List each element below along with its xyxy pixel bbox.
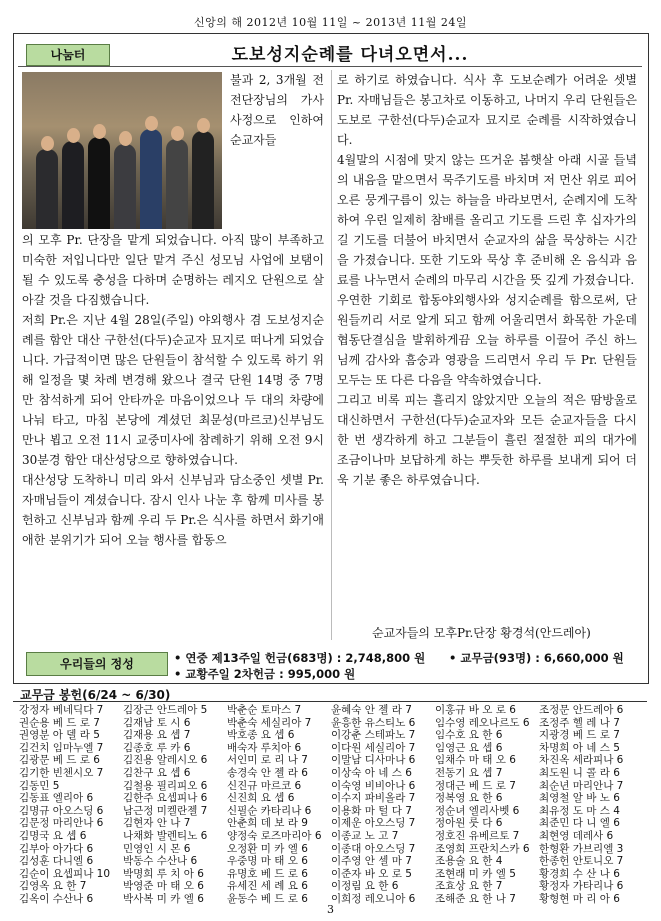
offerings-label: 우리들의 정성	[26, 652, 168, 676]
roster-entry: 박호종 요 셉 6	[227, 729, 295, 742]
roster-entry: 조영희 프란치스카 6	[435, 842, 530, 855]
roster-entry: 이강춘 스테파노 7	[331, 729, 416, 742]
roster-entry: 권영분 아 델 라 5	[19, 729, 100, 742]
paragraph: 의 모후 Pr. 단장을 맡게 되었습니다. 아직 많이 부족하고 미숙한 저입니다만 일단 맡겨 주신 성모님 사업에 보탬이 될 수 있도록 충성을 다하며 순명하는 레지오 단원으로 살아갈 것을 다짐했습니다.	[22, 233, 324, 307]
roster-entry: 양정숙 로즈마리아 6	[227, 829, 322, 842]
roster-entry: 이정림 요 한 6	[331, 880, 399, 893]
roster-entry: 김기한 빈첸시오 7	[19, 766, 104, 779]
roster-entry: 김순이 요셉피나 10	[19, 867, 111, 880]
roster-entry: 이상숙 아 네 스 6	[331, 766, 412, 779]
roster-entry: 한형환 가브리엘 3	[539, 842, 624, 855]
roster-entry: 이종교 노 고 7	[331, 829, 399, 842]
roster-entry: 윤혜숙 안 젤 라 7	[331, 704, 412, 716]
roster-entry: 김현자 안 나 7	[123, 817, 191, 830]
roster-entry: 김성훈 다니엘 6	[19, 855, 94, 868]
roster-entry: 황형현 마 리 아 6	[539, 892, 620, 905]
roster-entry: 김건치 임마누엘 7	[19, 741, 104, 754]
roster-entry: 지광경 베 드 로 7	[539, 729, 620, 742]
roster-entry: 박춘순 토마스 7	[227, 704, 302, 716]
article-column-right	[337, 70, 637, 490]
roster-entry: 최영철 알 바 노 6	[539, 792, 620, 805]
roster-entry: 전동기 요 셉 7	[435, 766, 503, 779]
page-number: 3	[327, 903, 334, 916]
article-column-left	[22, 230, 324, 550]
paragraph: 4월말의 시점에 맞지 않는 뜨거운 봄햇살 아래 시골 들녘의 내음을 맡으면서 묵주기도를 바치며 저 먼산 위로 피어오른 뭉게구름이 있는 하늘을 바라보면서, 순례지에 도착하여 우린 일제히 참배를 올리고 기도를 드린 후 십자가의 길 기도를 더불어 바치면서 순교자의 삶을 묵상하는 시간을 가졌습니다. 또한 기도와 묵상 후 준비해 온 음식과 음료를 나누면서 순례의 마무리 시간을 뜻 깊게 가졌습니다.	[337, 153, 637, 287]
offerings-section	[13, 646, 649, 684]
article-title: 도보성지순례를 다녀오면서...	[231, 45, 469, 65]
roster-entry: 최순년 마리안나 7	[539, 779, 624, 792]
roster-entry: 조정주 헬 레 나 7	[539, 716, 620, 729]
paragraph: 우연한 기회로 합동야외행사와 성지순례를 함으로써, 단원들끼리 서로 알게 되고 함께 어울리면서 화목한 가운데 협동단결심을 발휘하게끔 오늘 하루를 이끌어 주신 하느님께 감사와 흠숭과 영광을 드리면서 우리 두 Pr. 단원들 모두는 또 다른 다음을 약속하였습니다.	[337, 293, 637, 387]
roster-entry: 김동표 엘리아 6	[19, 792, 94, 805]
roster-entry: 김종호 루 카 6	[123, 741, 191, 754]
roster-entry: 김부아 아가다 6	[19, 842, 94, 855]
roster-column	[227, 704, 332, 906]
roster-entry: 임채수 마 태 오 6	[435, 754, 516, 767]
roster-entry: 신진희 요 셉 6	[227, 792, 295, 805]
roster-entry: 박영준 마 태 오 6	[123, 880, 204, 893]
roster-entry: 박사복 미 카 엘 6	[123, 892, 204, 905]
paragraph: 그리고 비록 피는 흘리지 않았지만 오늘의 적은 땀방울로 대신하면서 구한선(다두)순교자와 모든 순교자들을 다시 한 번 생각하게 하고 그분들이 흘린 절절한 피의 대가에 조금이나마 보답하게 하는 뿌듯한 하루를 보내게 되어 더욱 기분 좋은 하루였습니다.	[337, 393, 637, 487]
roster-entry: 정아원 룻 다 6	[435, 817, 503, 830]
roster-entry: 안춘희 데 보 라 9	[227, 817, 308, 830]
roster-entry: 조효상 요 한 7	[435, 880, 503, 893]
roster-entry: 신필순 카타리나 6	[227, 804, 312, 817]
roster-entry: 강정자 베네딕다 7	[19, 704, 104, 716]
roster-entry: 이숙영 비비아나 6	[331, 779, 416, 792]
roster-entry: 최현영 데레사 6	[539, 829, 614, 842]
roster-entry: 김재용 요 셉 7	[123, 729, 191, 742]
roster-entry: 윤동수 베 드 로 6	[227, 892, 308, 905]
paragraph: 로 하기로 하였습니다. 식사 후 도보순례가 어려운 셋별 Pr. 자매님들은 봉고차로 이동하고, 나머지 우리 단원들은 도보로 구한선(다두)순교자 묘지로 순례를 시작하였습니다.	[337, 73, 637, 147]
roster-column	[123, 704, 228, 906]
roster-entry: 차진옥 세라피나 6	[539, 754, 624, 767]
roster-entry: 김문정 마리안나 6	[19, 817, 104, 830]
roster-entry: 송경숙 안 젤 라 6	[227, 766, 308, 779]
roster-entry: 이희정 레오니아 6	[331, 892, 416, 905]
article-author: 순교자들의 모후Pr.단장 황경석(안드레아)	[372, 626, 591, 640]
paragraph: 저희 Pr.은 지난 4월 28일(주일) 야외행사 겸 도보성지순례를 함안 대산 구한선(다두)순교자 묘지로 떠나게 되었습니다. 가급적이면 많은 단원들이 참석할 수 있도록 하기 위해 일정을 몇 차례 변경해 왔으나 결국 단원 14명 중 7명만 참석하게 되어 안타까운 마음이었으나 두 대의 차량에 나눠 타고, 마침 본당에 계셨던 최문성(마르코)신부님도 만나 뵙고 오전 11시 교중미사에 참례하기 위해 오전 9시 30분경 함안 대산성당으로 향하였습니다.	[22, 313, 324, 467]
roster-entry: 김철용 필리피오 6	[123, 779, 208, 792]
roster-entry: 정호진 유베르토 7	[435, 829, 520, 842]
roster-entry: 남근정 미켈란젤 7	[123, 804, 208, 817]
roster-entry: 이용화 마 털 다 7	[331, 804, 412, 817]
roster-entry: 이수지 파비올라 7	[331, 792, 416, 805]
roster-column	[331, 704, 436, 906]
roster-entry: 김광문 베 드 로 6	[19, 754, 100, 767]
roster-entry: 정복영 요 한 6	[435, 792, 503, 805]
roster-entry: 김옥이 수산나 6	[19, 892, 94, 905]
page-header: 신앙의 해 2012년 10월 11일 ~ 2013년 11월 24일	[194, 16, 467, 29]
roster-entry: 민영인 시 몬 6	[123, 842, 191, 855]
roster-entry: 서인미 로 리 나 7	[227, 754, 308, 767]
roster-entry: 배숙자 루치아 6	[227, 741, 302, 754]
paragraph: 대산성당 도착하니 미리 와서 신부님과 담소중인 셋별 Pr. 자매님들이 계셨습니다. 잠시 인사 나눈 후 함께 미사를 봉헌하고 신부님과 함께 우리 두 Pr.은 식사를 하면서 화기애애한 분위기가 되어 오늘 행사를 합동으	[22, 473, 324, 547]
roster-entry: 김장근 안드레아 5	[123, 704, 208, 716]
roster-entry: 이제운 아오스딩 7	[331, 817, 416, 830]
parish-dues: • 교무금(93명) : 6,660,000 원	[449, 651, 624, 665]
section-tag: 나눔터	[26, 44, 110, 66]
roster-entry: 황정자 가타리나 6	[539, 880, 624, 893]
roster-entry: 박춘숙 세실리아 7	[227, 716, 312, 729]
roster-entry: 김영옥 요 한 7	[19, 880, 87, 893]
roster-entry: 정순녀 엘리사벳 6	[435, 804, 520, 817]
title-divider	[18, 66, 642, 67]
roster-entry: 윤흥한 유스티노 6	[331, 716, 416, 729]
roster-entry: 황경희 수 산 나 6	[539, 867, 620, 880]
roster-entry: 이홍규 바 오 로 6	[435, 704, 516, 716]
roster-entry: 이말남 디사마나 6	[331, 754, 416, 767]
roster-entry: 이준자 바 오 로 5	[331, 867, 412, 880]
roster-column	[435, 704, 540, 906]
roster-entry: 박명희 루 치 아 6	[123, 867, 204, 880]
roster-entry: 박동수 수산나 6	[123, 855, 198, 868]
article-column-narrow: 불과 2, 3개월 전 전단장님의 가사 사정으로 인하여 순교자들	[230, 73, 324, 147]
roster-entry: 나채화 발렌티노 6	[123, 829, 208, 842]
roster-entry: 임수영 레오나르도 6	[435, 716, 530, 729]
roster-entry: 조정문 안드레아 6	[539, 704, 624, 716]
roster-entry: 한종헌 안토니오 7	[539, 855, 624, 868]
roster-entry: 김한주 요셉피나 6	[123, 792, 208, 805]
roster-entry: 최유정 도 마 스 4	[539, 804, 620, 817]
roster-entry: 최도원 니 콜 라 6	[539, 766, 620, 779]
roster-entry: 조현래 미 카 엘 5	[435, 867, 516, 880]
roster-column	[19, 704, 124, 906]
roster-entry: 조해준 요 한 나 7	[435, 892, 516, 905]
roster-entry: 최준민 다 니 엘 6	[539, 817, 620, 830]
roster-entry: 김동민 5	[19, 779, 60, 792]
column-divider	[331, 70, 332, 640]
second-collection: • 교황주일 2차헌금 : 995,000 원	[174, 667, 356, 681]
roster-entry: 김명규 아오스딩 6	[19, 804, 104, 817]
roster-entry: 정대근 베 드 로 7	[435, 779, 516, 792]
roster-entry: 이종대 아오스딩 7	[331, 842, 416, 855]
roster-entry: 이다원 세실리아 7	[331, 741, 416, 754]
roster-column	[539, 704, 644, 906]
roster-entry: 이주영 안 셀 마 7	[331, 855, 412, 868]
roster-entry: 유세진 세 례 요 6	[227, 880, 308, 893]
roster-entry: 권순용 베 드 로 7	[19, 716, 100, 729]
roster-title: 교무금 봉헌(6/24 ~ 6/30)	[20, 688, 171, 702]
roster-entry: 유명호 베 드 로 6	[227, 867, 308, 880]
roster-entry: 차명희 아 네 스 5	[539, 741, 620, 754]
roster-entry: 김재남 토 시 6	[123, 716, 191, 729]
group-photo	[22, 72, 222, 229]
roster-entry: 김찬구 요 셉 6	[123, 766, 191, 779]
roster-entry: 오정환 미 카 엘 6	[227, 842, 308, 855]
roster-entry: 김진용 알레시오 6	[123, 754, 208, 767]
roster-entry: 조용술 요 한 4	[435, 855, 503, 868]
donor-roster	[13, 701, 647, 905]
roster-entry: 임영근 요 셉 6	[435, 741, 503, 754]
roster-entry: 임수호 요 한 6	[435, 729, 503, 742]
roster-entry: 우중명 마 태 오 6	[227, 855, 308, 868]
sunday-collection: • 연중 제13주일 헌금(683명) : 2,748,800 원	[174, 651, 426, 665]
roster-entry: 신진규 마르코 6	[227, 779, 302, 792]
roster-entry: 김명국 요 셉 6	[19, 829, 87, 842]
